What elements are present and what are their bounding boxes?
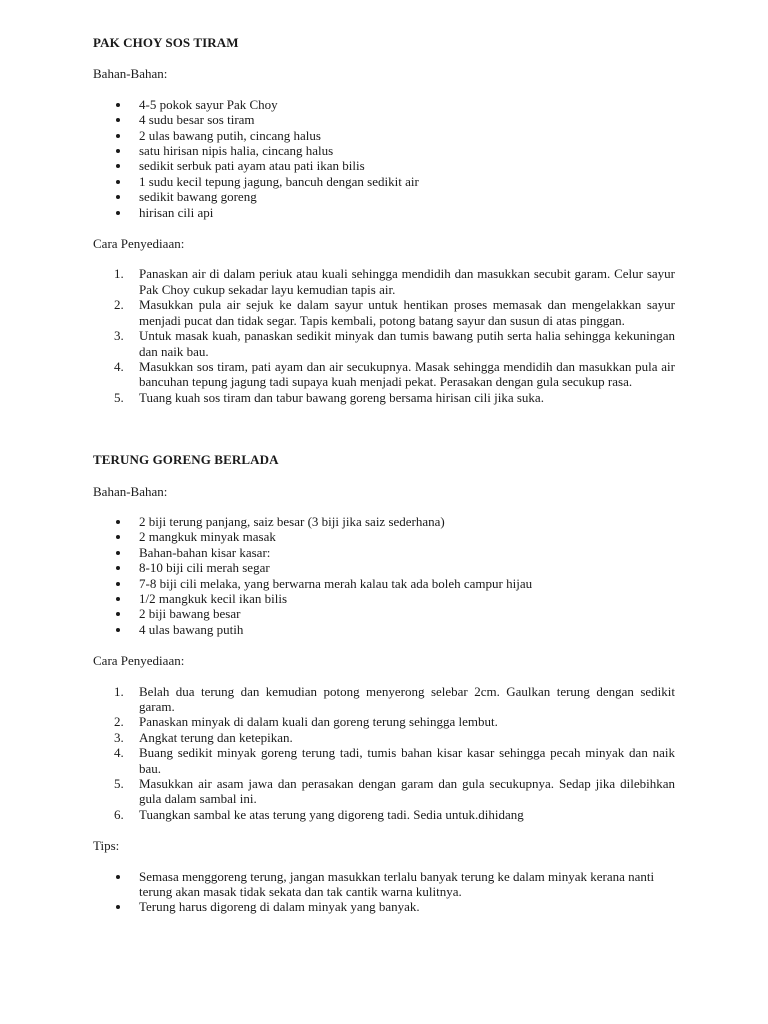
list-item: hirisan cili api bbox=[93, 205, 675, 220]
list-item: 4 sudu besar sos tiram bbox=[93, 112, 675, 127]
bullet-icon bbox=[116, 628, 120, 632]
list-item: 4 ulas bawang putih bbox=[93, 622, 675, 637]
step-number: 3. bbox=[114, 729, 124, 745]
bullet-icon bbox=[116, 134, 120, 138]
step-item: 5. Masukkan air asam jawa dan perasakan dengan garam dan gula secukupnya. Sedap jika dilebihkan gula dalam sambal ini. bbox=[114, 776, 675, 807]
list-item: sedikit serbuk pati ayam atau pati ikan bilis bbox=[93, 158, 675, 173]
list-item: Bahan-bahan kisar kasar: bbox=[93, 545, 675, 560]
step-item: 4. Buang sedikit minyak goreng terung tadi, tumis bahan kisar kasar sehingga pecah minyak dan naik bau. bbox=[114, 745, 675, 776]
recipe-pak-choy bbox=[93, 35, 675, 405]
ingredients-list bbox=[93, 514, 675, 637]
bullet-icon bbox=[116, 582, 120, 586]
list-item: 8-10 biji cili merah segar bbox=[93, 560, 675, 575]
bullet-icon bbox=[116, 905, 120, 909]
step-item: 1. Panaskan air di dalam periuk atau kuali sehingga mendidih dan masukkan secubit garam. Celur sayur Pak Choy cukup sekadar layu kemudian tapis air. bbox=[114, 266, 675, 297]
step-item: 4. Masukkan sos tiram, pati ayam dan air secukupnya. Masak sehingga mendidih dan masukkan pula air bancuhan tepung jagung tadi supaya kuah menjadi pekat. Perasakan dengan gula secukup rasa. bbox=[114, 358, 675, 390]
bullet-icon bbox=[116, 551, 120, 555]
tips-label: Tips: bbox=[93, 838, 120, 854]
bullet-icon bbox=[116, 875, 120, 879]
step-number: 5. bbox=[114, 389, 124, 405]
list-item: 4-5 pokok sayur Pak Choy bbox=[93, 97, 675, 112]
list-item: 7-8 biji cili melaka, yang berwarna merah kalau tak ada boleh campur hijau bbox=[93, 576, 675, 591]
recipe-title: PAK CHOY SOS TIRAM bbox=[93, 35, 239, 50]
bullet-icon bbox=[116, 118, 120, 122]
list-item: satu hirisan nipis halia, cincang halus bbox=[93, 143, 675, 158]
step-number: 3. bbox=[114, 328, 124, 344]
step-item: 5. Tuang kuah sos tiram dan tabur bawang goreng bersama hirisan cili jika suka. bbox=[114, 389, 544, 405]
step-item: 2. Panaskan minyak di dalam kuali dan goreng terung sehingga lembut. bbox=[114, 714, 498, 730]
bullet-icon bbox=[116, 164, 120, 168]
list-item: 2 mangkuk minyak masak bbox=[93, 529, 675, 544]
bullet-icon bbox=[116, 103, 120, 107]
ingredients-label: Bahan-Bahan: bbox=[93, 483, 168, 499]
step-number: 1. bbox=[114, 266, 124, 282]
ingredients-list bbox=[93, 97, 675, 220]
ingredients-label: Bahan-Bahan: bbox=[93, 66, 168, 82]
bullet-icon bbox=[116, 211, 120, 215]
bullet-icon bbox=[116, 566, 120, 570]
list-item: 2 biji bawang besar bbox=[93, 606, 675, 621]
step-item: 3. Untuk masak kuah, panaskan sedikit minyak dan tumis bawang putih serta halia sehingga kekuningan dan naik bau. bbox=[114, 328, 675, 359]
bullet-icon bbox=[116, 180, 120, 184]
method-steps bbox=[93, 266, 675, 405]
list-item: sedikit bawang goreng bbox=[93, 189, 675, 204]
recipe-title: TERUNG GORENG BERLADA bbox=[93, 452, 279, 468]
recipe-terung-goreng bbox=[93, 452, 675, 915]
list-item: Semasa menggoreng terung, jangan masukkan terlalu banyak terung ke dalam minyak kerana nanti terung akan masak tidak sekata dan tak cantik warna kulitnya. bbox=[93, 869, 675, 900]
step-number: 2. bbox=[114, 714, 124, 730]
step-item: 2. Masukkan pula air sejuk ke dalam sayur untuk hentikan proses memasak dan mengelakkan sayur menjadi pucat dan tidak segar. Tapis kembali, potong batang sayur dan susun di atas pinggan. bbox=[114, 297, 675, 328]
bullet-icon bbox=[116, 597, 120, 601]
bullet-icon bbox=[116, 535, 120, 539]
step-number: 5. bbox=[114, 776, 124, 792]
list-item: 2 biji terung panjang, saiz besar (3 biji jika saiz sederhana) bbox=[93, 514, 675, 529]
bullet-icon bbox=[116, 149, 120, 153]
step-item: 1. Belah dua terung dan kemudian potong menyerong selebar 2cm. Gaulkan terung dengan sedikit garam. bbox=[114, 683, 675, 714]
method-label: Cara Penyediaan: bbox=[93, 653, 185, 669]
step-item: 6. Tuangkan sambal ke atas terung yang digoreng tadi. Sedia untuk.dihidang bbox=[114, 806, 524, 822]
step-number: 1. bbox=[114, 683, 124, 699]
document-content bbox=[93, 35, 675, 915]
step-number: 6. bbox=[114, 806, 124, 822]
step-number: 4. bbox=[114, 745, 124, 761]
list-item: 1 sudu kecil tepung jagung, bancuh dengan sedikit air bbox=[93, 174, 675, 189]
list-item: Terung harus digoreng di dalam minyak yang banyak. bbox=[93, 899, 675, 914]
bullet-icon bbox=[116, 520, 120, 524]
tips-list bbox=[93, 869, 675, 915]
bullet-icon bbox=[116, 612, 120, 616]
method-label: Cara Penyediaan: bbox=[93, 236, 185, 252]
bullet-icon bbox=[116, 195, 120, 199]
step-number: 2. bbox=[114, 297, 124, 313]
step-number: 4. bbox=[114, 358, 124, 374]
method-steps bbox=[93, 684, 675, 823]
step-item: 3. Angkat terung dan ketepikan. bbox=[114, 729, 293, 745]
list-item: 1/2 mangkuk kecil ikan bilis bbox=[93, 591, 675, 606]
list-item: 2 ulas bawang putih, cincang halus bbox=[93, 128, 675, 143]
